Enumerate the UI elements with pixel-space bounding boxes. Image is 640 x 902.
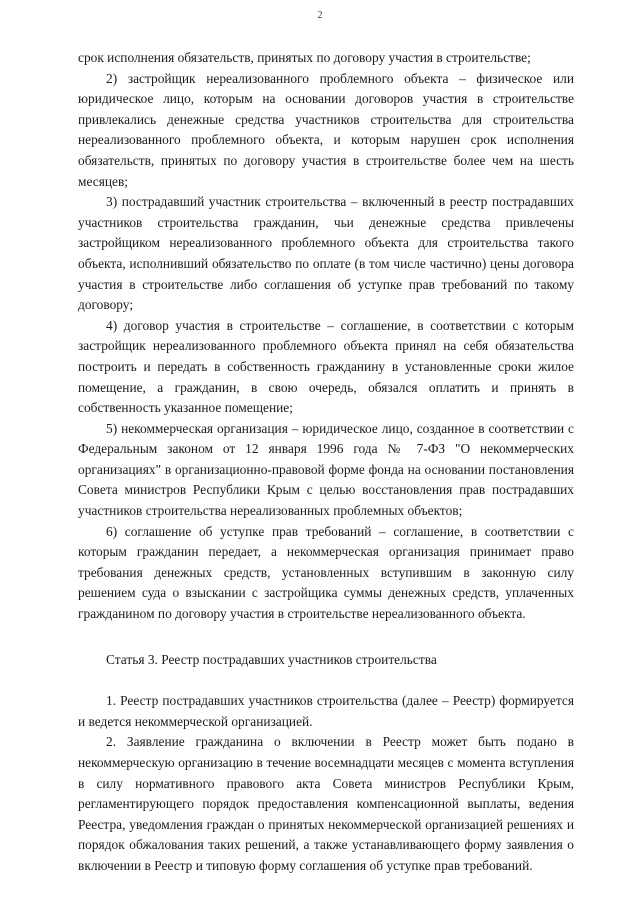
article-clause-1: 1. Реестр пострадавших участников строительства (далее – Реестр) формируется и ведется некоммерческой организацией.: [78, 693, 574, 729]
document-body: [78, 48, 574, 877]
paragraph-item-5: 5) некоммерческая организация – юридическое лицо, созданное в соответствии с Федеральным законом от 12 января 1996 года № 7-ФЗ "О некоммерческих организациях" в организационно-правовой форме фонда на основании постановления Совета министров Республики Крым с целью восстановления прав пострадавших участников строительства нереализованных проблемных объектов;: [78, 420, 574, 519]
page-number: 2: [317, 10, 323, 21]
article-clause-2: 2. Заявление гражданина о включении в Реестр может быть подано в некоммерческую организацию в течение восемнадцати месяцев с момента вступления в силу нормативного правового акта Совета министров Республики Крым, регламентирующего порядок предоставления компенсационной выплаты, ведения Реестра, уведомления граждан о принятых некоммерческой организацией решениях и порядок обжалования таких решений, а также устанавливающего форму заявления о включении в Реестр и типовую форму соглашения об уступке прав требований.: [78, 734, 574, 873]
paragraph-item-4: 4) договор участия в строительстве – соглашение, в соответствии с которым застройщик нереализованного проблемного объекта принял на себя обязательства построить и передать в собственность гражданину в установленные сроки жилое помещение, а гражданин, в свою очередь, обязался оплатить и принять в собственность указанное помещение;: [78, 317, 574, 416]
paragraph-item-2: 2) застройщик нереализованного проблемного объекта – физическое или юридическое лицо, которым на основании договоров участия в строительстве привлекались денежные средства участников строительства для строительства нереализованного проблемного объекта, и которым нарушен срок исполнения обязательств, принятых по договору участия в строительстве более чем на шесть месяцев;: [78, 70, 574, 189]
paragraph-continuation: срок исполнения обязательств, принятых по договору участия в строительстве;: [78, 50, 531, 65]
article-heading: Статья 3. Реестр пострадавших участников строительства: [106, 651, 437, 667]
paragraph-item-3: 3) пострадавший участник строительства – включенный в реестр пострадавших участников строительства гражданин, чьи денежные средства привлечены застройщиком нереализованного проблемного объекта для строительства такого объекта, исполнивший обязательство по оплате (в том числе частично) цены договора участия в строительстве либо соглашения об уступке прав требований по такому договору;: [78, 194, 574, 313]
paragraph-item-6: 6) соглашение об уступке прав требований – соглашение, в соответствии с которым гражданин передает, а некоммерческая организация принимает право требования денежных средств, установленных вступившим в законную силу решением суда о взыскании с застройщика суммы денежных средств, уплаченных гражданином по договору участия в строительстве нереализованного объекта.: [78, 523, 574, 622]
